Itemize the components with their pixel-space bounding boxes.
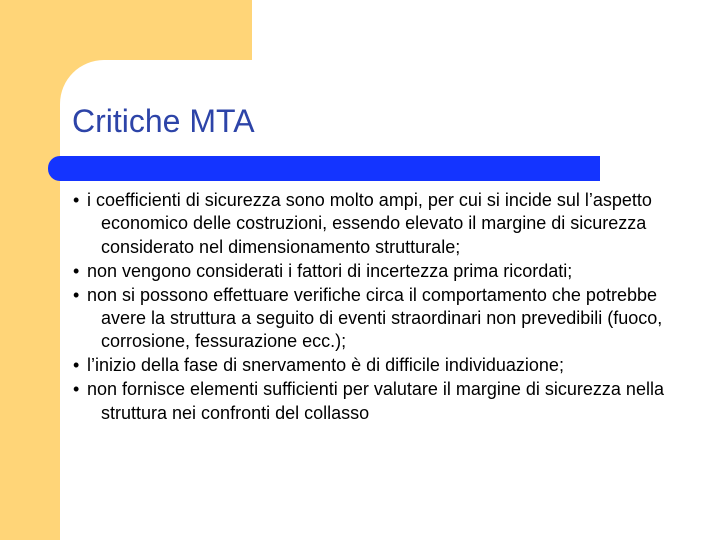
bullet-item [73,284,673,354]
bullet-item [73,354,673,377]
bullet-item [73,378,673,425]
bullet-marker: • [73,355,80,376]
bullet-marker: • [73,190,80,210]
slide-title: Critiche MTA [72,103,255,139]
bullet-text: i coefficienti di sicurezza sono molto ampi, per cui si incide sul l’aspetto economico delle costruzioni, essendo elevato il margine di sicurezza considerato nel dimensionamento strutturale; [87,190,652,257]
decorative-left-strip [0,0,60,540]
bullet-text: non vengono considerati i fattori di incertezza prima ricordati; [87,260,573,281]
bullet-item [73,260,673,283]
bullet-marker: • [73,379,80,400]
bullet-text: non si possono effettuare verifiche circa il comportamento che potrebbe avere la struttura a seguito di eventi straordinari non prevedibili (fuoco, corrosione, fessurazione ecc.); [87,284,663,352]
bullet-list [73,189,673,426]
title-underline-bar [48,156,600,181]
bullet-text: non fornisce elementi sufficienti per valutare il margine di sicurezza nella struttura nei confronti del collasso [87,379,664,423]
bullet-marker: • [73,284,80,305]
bullet-marker: • [73,260,80,281]
bullet-text: l’inizio della fase di snervamento è di difficile individuazione; [87,355,564,376]
bullet-item [73,189,673,259]
